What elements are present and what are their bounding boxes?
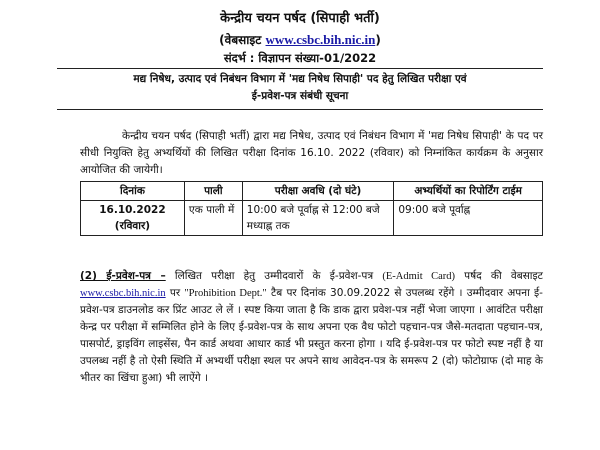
cell-shift: एक पाली में: [184, 201, 242, 236]
exam-date: 16.10.2022: [99, 204, 166, 216]
reference-number: संदर्भ : विज्ञापन संख्या-01/2022: [223, 51, 377, 65]
section2-text-3: पर्षद की वेबसाइट: [454, 270, 543, 282]
section2-text-4: पर: [165, 287, 185, 299]
table-header-shift: पाली: [184, 182, 242, 201]
section2-text-6: टैब पर दिनांक 30.09.2022 से उपलब्ध रहेंगे । उम्मीदवार अपना ई-प्रवेश-पत्र डाउनलोड कर प्रिंट आउट ले लें । स्पष्ट किया जाता है कि डाक द्वारा प्रवेश-पत्र नहीं भेजा जाएगा । आवंटित परीक्षा केन्द्र पर परीक्षा में सम्मिलित होने के लिए ई-प्रवेश-पत्र के साथ अपना एक वैध फोटो पहचान-पत्र जैसे-मतदाता पहचान-पत्र, पासपोर्ट, ड्राइविंग लाइसेंस, पैन कार्ड अथवा आधार कार्ड भी प्रस्तुत करना होगा । यदि ई-प्रवेश-पत्र पर फोटो स्पष्ट नहीं है या उपलब्ध नहीं है तो ऐसी स्थिति में अभ्यर्थी परीक्षा स्थल पर अपने साथ आवेदन-पत्र के समरूप 2 (दो) फोटोग्राफ (दो माह के भीतर का खिंचा हुआ) भी लाऐंगे ।: [80, 287, 543, 384]
table-header-reporting: अभ्यर्थियों का रिपोर्टिंग टाईम: [394, 182, 543, 201]
exam-schedule-table: [80, 181, 543, 236]
table-header-row: [81, 182, 543, 201]
section2-tab-name: "Prohibition Dept.": [184, 288, 267, 299]
section2-text-1: लिखित परीक्षा हेतु उम्मीदवारों के ई-प्रवेश-पत्र: [165, 270, 383, 282]
cell-reporting: 09:00 बजे पूर्वाह्न: [394, 201, 543, 236]
section2-eadmit: (E-Admit Card): [382, 271, 455, 282]
notice-title-box: [57, 68, 543, 110]
notice-title-line2: ई-प्रवेश-पत्र संबंधी सूचना: [251, 90, 349, 102]
section2-website-link[interactable]: www.csbc.bih.nic.in: [80, 288, 166, 299]
notice-title-line1: मद्य निषेध, उत्पाद एवं निबंधन विभाग में 'मद्य निषेध सिपाही' पद हेतु लिखित परीक्षा एवं: [133, 73, 467, 85]
organization-title: केन्द्रीय चयन पर्षद (सिपाही भर्ती): [220, 11, 380, 26]
cell-duration: 10:00 बजे पूर्वाह्न से 12:00 बजे मध्याह्न तक: [242, 201, 394, 236]
admit-card-paragraph: [80, 268, 543, 387]
section2-heading: (2) ई-प्रवेश-पत्र –: [80, 270, 166, 282]
table-header-duration: परीक्षा अवधि (दो घंटे): [242, 182, 394, 201]
intro-paragraph: केन्द्रीय चयन पर्षद (सिपाही भर्ती) द्वारा मद्य निषेध, उत्पाद एवं निबंधन विभाग में 'मद्य निषेध सिपाही' के पद पर सीधी नियुक्ति हेतु अभ्यर्थियों की लिखित परीक्षा दिनांक 16.10. 2022 (रविवार) को निम्नांकित कार्यक्रम के अनुसार आयोजित की जायेगी।: [80, 130, 543, 176]
table-header-date: दिनांक: [81, 182, 185, 201]
website-link[interactable]: www.csbc.bih.nic.in: [265, 32, 376, 47]
website-line: [0, 31, 600, 48]
table-row: [81, 201, 543, 236]
exam-day: (रविवार): [114, 220, 151, 232]
website-label: (वेबसाइट: [219, 33, 262, 47]
cell-date: [81, 201, 185, 236]
website-close: ): [375, 33, 381, 47]
